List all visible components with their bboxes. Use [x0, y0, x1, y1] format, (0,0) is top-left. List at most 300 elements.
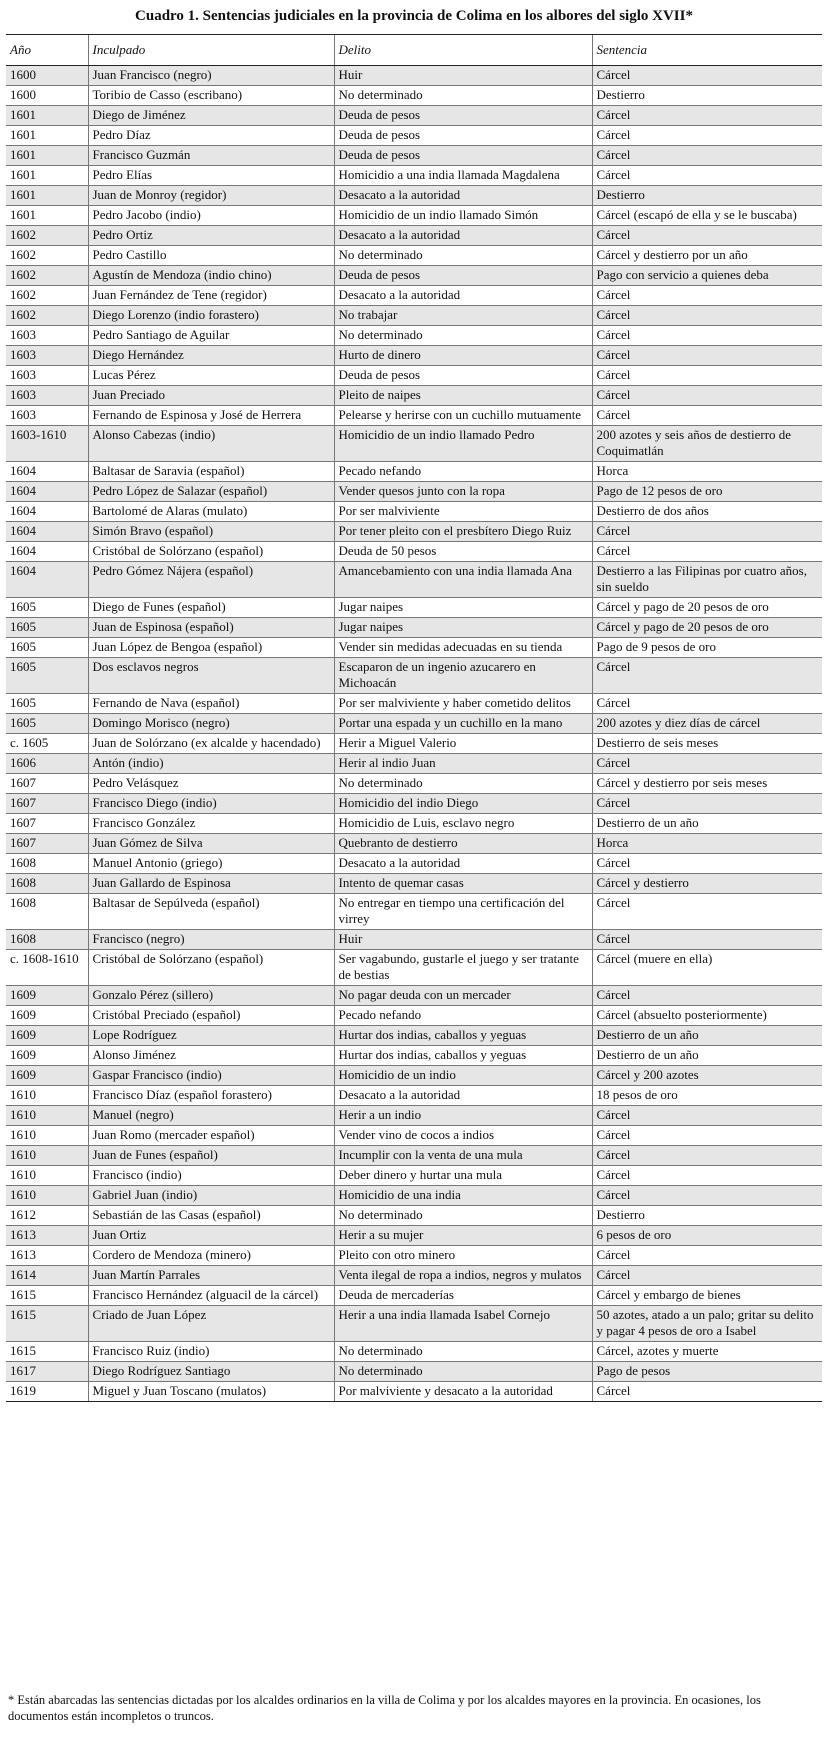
cell-accused: Pedro Castillo: [88, 246, 334, 266]
table-row: [6, 1026, 822, 1046]
cell-crime: Por tener pleito con el presbítero Diego Ruiz: [334, 522, 592, 542]
cell-crime: Desacato a la autoridad: [334, 854, 592, 874]
cell-crime: Herir al indio Juan: [334, 754, 592, 774]
sentences-table: [6, 34, 822, 1402]
cell-year: 1608: [6, 930, 88, 950]
cell-crime: Escaparon de un ingenio azucarero en Michoacán: [334, 658, 592, 694]
table-row: [6, 894, 822, 930]
cell-crime: Deuda de pesos: [334, 266, 592, 286]
cell-year: 1610: [6, 1106, 88, 1126]
cell-accused: Francisco Ruiz (indio): [88, 1342, 334, 1362]
cell-year: 1609: [6, 1006, 88, 1026]
table-row: [6, 1342, 822, 1362]
cell-sentence: 6 pesos de oro: [592, 1226, 822, 1246]
cell-sentence: 200 azotes y seis años de destierro de Coquimatlán: [592, 426, 822, 462]
cell-crime: Deber dinero y hurtar una mula: [334, 1166, 592, 1186]
cell-year: 1602: [6, 226, 88, 246]
cell-sentence: Cárcel: [592, 326, 822, 346]
cell-year: 1608: [6, 894, 88, 930]
table-row: [6, 502, 822, 522]
header-row: [6, 35, 822, 66]
cell-crime: Herir a un indio: [334, 1106, 592, 1126]
cell-crime: Herir a su mujer: [334, 1226, 592, 1246]
cell-year: 1605: [6, 618, 88, 638]
cell-sentence: Cárcel: [592, 794, 822, 814]
cell-accused: Juan López de Bengoa (español): [88, 638, 334, 658]
cell-accused: Fernando de Nava (español): [88, 694, 334, 714]
cell-crime: Desacato a la autoridad: [334, 1086, 592, 1106]
cell-accused: Alonso Jiménez: [88, 1046, 334, 1066]
cell-accused: Juan Francisco (negro): [88, 66, 334, 86]
cell-year: 1604: [6, 482, 88, 502]
cell-sentence: Pago con servicio a quienes deba: [592, 266, 822, 286]
cell-year: 1607: [6, 814, 88, 834]
cell-year: 1603: [6, 346, 88, 366]
cell-crime: Jugar naipes: [334, 598, 592, 618]
table-row: [6, 1086, 822, 1106]
cell-sentence: Destierro: [592, 186, 822, 206]
table-row: [6, 1146, 822, 1166]
cell-crime: Quebranto de destierro: [334, 834, 592, 854]
table-row: [6, 346, 822, 366]
cell-sentence: Cárcel: [592, 1382, 822, 1402]
table-row: [6, 658, 822, 694]
cell-crime: Homicidio de una india: [334, 1186, 592, 1206]
cell-accused: Miguel y Juan Toscano (mulatos): [88, 1382, 334, 1402]
cell-year: 1619: [6, 1382, 88, 1402]
cell-sentence: Cárcel y pago de 20 pesos de oro: [592, 618, 822, 638]
cell-year: 1610: [6, 1146, 88, 1166]
table-row: [6, 694, 822, 714]
cell-crime: Homicidio del indio Diego: [334, 794, 592, 814]
cell-year: 1614: [6, 1266, 88, 1286]
cell-year: 1605: [6, 638, 88, 658]
cell-crime: No entregar en tiempo una certificación del virrey: [334, 894, 592, 930]
cell-crime: Pleito con otro minero: [334, 1246, 592, 1266]
cell-sentence: Cárcel: [592, 66, 822, 86]
cell-sentence: Destierro de seis meses: [592, 734, 822, 754]
cell-sentence: Cárcel: [592, 930, 822, 950]
cell-accused: Francisco Guzmán: [88, 146, 334, 166]
table-row: [6, 618, 822, 638]
cell-crime: Herir a una india llamada Isabel Cornejo: [334, 1306, 592, 1342]
cell-accused: Diego Rodríguez Santiago: [88, 1362, 334, 1382]
cell-crime: Huir: [334, 66, 592, 86]
cell-crime: No determinado: [334, 326, 592, 346]
cell-accused: Dos esclavos negros: [88, 658, 334, 694]
cell-year: 1603: [6, 386, 88, 406]
table-row: [6, 774, 822, 794]
cell-accused: Domingo Morisco (negro): [88, 714, 334, 734]
cell-accused: Manuel Antonio (griego): [88, 854, 334, 874]
cell-year: 1605: [6, 714, 88, 734]
cell-year: 1615: [6, 1286, 88, 1306]
cell-year: 1600: [6, 66, 88, 86]
cell-crime: No determinado: [334, 1206, 592, 1226]
cell-accused: Baltasar de Sepúlveda (español): [88, 894, 334, 930]
cell-sentence: Cárcel: [592, 106, 822, 126]
cell-crime: Huir: [334, 930, 592, 950]
cell-sentence: Cárcel (absuelto posteriormente): [592, 1006, 822, 1026]
table-row: [6, 794, 822, 814]
table-row: [6, 266, 822, 286]
cell-sentence: Cárcel: [592, 542, 822, 562]
cell-year: c. 1605: [6, 734, 88, 754]
cell-crime: No pagar deuda con un mercader: [334, 986, 592, 1006]
table-row: [6, 754, 822, 774]
cell-year: 1602: [6, 266, 88, 286]
table-row: [6, 1066, 822, 1086]
cell-year: 1601: [6, 106, 88, 126]
cell-crime: Desacato a la autoridad: [334, 186, 592, 206]
cell-sentence: Cárcel: [592, 1126, 822, 1146]
cell-accused: Baltasar de Saravia (español): [88, 462, 334, 482]
cell-year: 1607: [6, 774, 88, 794]
cell-accused: Juan Gómez de Silva: [88, 834, 334, 854]
cell-year: 1604: [6, 562, 88, 598]
cell-accused: Pedro Elías: [88, 166, 334, 186]
cell-sentence: Cárcel: [592, 854, 822, 874]
cell-year: 1601: [6, 206, 88, 226]
cell-sentence: Cárcel: [592, 894, 822, 930]
cell-sentence: Destierro de un año: [592, 1026, 822, 1046]
cell-accused: Gonzalo Pérez (sillero): [88, 986, 334, 1006]
cell-accused: Cristóbal de Solórzano (español): [88, 950, 334, 986]
table-row: [6, 874, 822, 894]
table-row: [6, 1226, 822, 1246]
cell-accused: Pedro Santiago de Aguilar: [88, 326, 334, 346]
cell-year: 1602: [6, 306, 88, 326]
cell-sentence: Horca: [592, 834, 822, 854]
cell-sentence: 50 azotes, atado a un palo; gritar su delito y pagar 4 pesos de oro a Isabel: [592, 1306, 822, 1342]
cell-accused: Juan Romo (mercader español): [88, 1126, 334, 1146]
cell-year: 1608: [6, 854, 88, 874]
cell-crime: No determinado: [334, 1362, 592, 1382]
cell-year: 1603: [6, 326, 88, 346]
cell-sentence: Cárcel: [592, 406, 822, 426]
table-row: [6, 542, 822, 562]
cell-crime: Por ser malviviente: [334, 502, 592, 522]
cell-accused: Juan de Funes (español): [88, 1146, 334, 1166]
cell-crime: Hurtar dos indias, caballos y yeguas: [334, 1046, 592, 1066]
table-row: [6, 106, 822, 126]
cell-crime: Desacato a la autoridad: [334, 286, 592, 306]
table-row: [6, 522, 822, 542]
table-row: [6, 286, 822, 306]
cell-crime: Ser vagabundo, gustarle el juego y ser tratante de bestias: [334, 950, 592, 986]
cell-sentence: Cárcel y pago de 20 pesos de oro: [592, 598, 822, 618]
cell-accused: Gaspar Francisco (indio): [88, 1066, 334, 1086]
table-title: Cuadro 1. Sentencias judiciales en la provincia de Colima en los albores del siglo XVII*: [135, 8, 693, 24]
cell-crime: Pleito de naipes: [334, 386, 592, 406]
cell-sentence: Cárcel: [592, 1246, 822, 1266]
cell-crime: Homicidio a una india llamada Magdalena: [334, 166, 592, 186]
cell-accused: Manuel (negro): [88, 1106, 334, 1126]
cell-accused: Cristóbal de Solórzano (español): [88, 542, 334, 562]
cell-year: 1613: [6, 1246, 88, 1266]
cell-year: 1613: [6, 1226, 88, 1246]
table-row: [6, 426, 822, 462]
cell-accused: Bartolomé de Alaras (mulato): [88, 502, 334, 522]
table-row: [6, 1186, 822, 1206]
cell-accused: Francisco (indio): [88, 1166, 334, 1186]
cell-year: 1607: [6, 794, 88, 814]
cell-crime: Deuda de pesos: [334, 146, 592, 166]
cell-sentence: Destierro a las Filipinas por cuatro años, sin sueldo: [592, 562, 822, 598]
cell-year: 1607: [6, 834, 88, 854]
cell-accused: Francisco Díaz (español forastero): [88, 1086, 334, 1106]
cell-sentence: Pago de 12 pesos de oro: [592, 482, 822, 502]
cell-year: 1601: [6, 166, 88, 186]
cell-accused: Juan Fernández de Tene (regidor): [88, 286, 334, 306]
cell-crime: Vender vino de cocos a indios: [334, 1126, 592, 1146]
cell-sentence: Cárcel (escapó de ella y se le buscaba): [592, 206, 822, 226]
table-row: [6, 1046, 822, 1066]
cell-sentence: Pago de pesos: [592, 1362, 822, 1382]
table-row: [6, 66, 822, 86]
cell-year: 1605: [6, 598, 88, 618]
cell-sentence: Cárcel: [592, 306, 822, 326]
cell-accused: Juan de Monroy (regidor): [88, 186, 334, 206]
table-row: [6, 1106, 822, 1126]
cell-accused: Juan Martín Parrales: [88, 1266, 334, 1286]
cell-accused: Alonso Cabezas (indio): [88, 426, 334, 462]
table-row: [6, 462, 822, 482]
table-row: [6, 1246, 822, 1266]
cell-sentence: Destierro de un año: [592, 1046, 822, 1066]
cell-year: c. 1608-1610: [6, 950, 88, 986]
cell-accused: Francisco González: [88, 814, 334, 834]
cell-year: 1603: [6, 366, 88, 386]
cell-year: 1602: [6, 286, 88, 306]
cell-accused: Francisco (negro): [88, 930, 334, 950]
cell-sentence: Cárcel: [592, 522, 822, 542]
cell-year: 1604: [6, 502, 88, 522]
cell-accused: Juan de Espinosa (español): [88, 618, 334, 638]
cell-year: 1610: [6, 1186, 88, 1206]
cell-crime: No determinado: [334, 1342, 592, 1362]
table-row: [6, 1006, 822, 1026]
table-row: [6, 86, 822, 106]
cell-sentence: Cárcel y embargo de bienes: [592, 1286, 822, 1306]
cell-sentence: Cárcel (muere en ella): [592, 950, 822, 986]
cell-crime: Vender quesos junto con la ropa: [334, 482, 592, 502]
cell-sentence: Cárcel: [592, 386, 822, 406]
cell-accused: Diego Hernández: [88, 346, 334, 366]
table-row: [6, 126, 822, 146]
table-row: [6, 638, 822, 658]
table-row: [6, 386, 822, 406]
table-row: [6, 406, 822, 426]
column-header-accused: Inculpado: [88, 35, 334, 66]
column-header-sentence: Sentencia: [592, 35, 822, 66]
table-row: [6, 186, 822, 206]
cell-sentence: Cárcel: [592, 1266, 822, 1286]
cell-sentence: Cárcel y 200 azotes: [592, 1066, 822, 1086]
cell-sentence: Cárcel, azotes y muerte: [592, 1342, 822, 1362]
cell-accused: Lucas Pérez: [88, 366, 334, 386]
cell-crime: Venta ilegal de ropa a indios, negros y mulatos: [334, 1266, 592, 1286]
table-row: [6, 714, 822, 734]
table-row: [6, 814, 822, 834]
cell-crime: Pecado nefando: [334, 1006, 592, 1026]
cell-accused: Simón Bravo (español): [88, 522, 334, 542]
cell-year: 1610: [6, 1126, 88, 1146]
cell-crime: Jugar naipes: [334, 618, 592, 638]
cell-crime: Homicidio de un indio llamado Simón: [334, 206, 592, 226]
cell-sentence: Horca: [592, 462, 822, 482]
cell-year: 1604: [6, 542, 88, 562]
cell-year: 1609: [6, 1026, 88, 1046]
cell-sentence: Cárcel: [592, 1106, 822, 1126]
table-row: [6, 950, 822, 986]
table-row: [6, 1206, 822, 1226]
table-row: [6, 854, 822, 874]
footnote: * Están abarcadas las sentencias dictadas por los alcaldes ordinarios en la villa de Colima y por los alcaldes mayores en la provincia. En ocasiones, los documentos están incompletos o truncos.: [8, 1693, 761, 1723]
cell-accused: Juan Gallardo de Espinosa: [88, 874, 334, 894]
cell-year: 1605: [6, 658, 88, 694]
cell-year: 1601: [6, 186, 88, 206]
column-header-crime: Delito: [334, 35, 592, 66]
cell-accused: Cordero de Mendoza (minero): [88, 1246, 334, 1266]
table-row: [6, 1266, 822, 1286]
cell-sentence: Cárcel: [592, 986, 822, 1006]
table-row: [6, 166, 822, 186]
cell-crime: Por ser malviviente y haber cometido delitos: [334, 694, 592, 714]
cell-crime: Homicidio de un indio: [334, 1066, 592, 1086]
cell-year: 1603-1610: [6, 426, 88, 462]
table-row: [6, 1306, 822, 1342]
cell-sentence: Cárcel: [592, 366, 822, 386]
cell-sentence: Cárcel y destierro por seis meses: [592, 774, 822, 794]
table-body: [6, 66, 822, 1402]
cell-sentence: 200 azotes y diez días de cárcel: [592, 714, 822, 734]
cell-crime: Hurto de dinero: [334, 346, 592, 366]
cell-year: 1604: [6, 462, 88, 482]
cell-sentence: Cárcel: [592, 286, 822, 306]
cell-sentence: Destierro: [592, 1206, 822, 1226]
table-row: [6, 598, 822, 618]
cell-crime: Herir a Miguel Valerio: [334, 734, 592, 754]
cell-crime: Homicidio de un indio llamado Pedro: [334, 426, 592, 462]
cell-year: 1608: [6, 874, 88, 894]
cell-accused: Antón (indio): [88, 754, 334, 774]
table-row: [6, 1362, 822, 1382]
cell-sentence: Cárcel: [592, 346, 822, 366]
table-row: [6, 246, 822, 266]
cell-crime: Vender sin medidas adecuadas en su tienda: [334, 638, 592, 658]
cell-year: 1601: [6, 126, 88, 146]
cell-sentence: Pago de 9 pesos de oro: [592, 638, 822, 658]
cell-crime: Intento de quemar casas: [334, 874, 592, 894]
cell-crime: Pecado nefando: [334, 462, 592, 482]
cell-accused: Pedro Gómez Nájera (español): [88, 562, 334, 598]
cell-year: 1610: [6, 1086, 88, 1106]
table-row: [6, 1166, 822, 1186]
cell-sentence: Cárcel: [592, 658, 822, 694]
cell-sentence: Cárcel: [592, 1186, 822, 1206]
cell-accused: Juan Preciado: [88, 386, 334, 406]
cell-year: 1600: [6, 86, 88, 106]
table-row: [6, 1382, 822, 1402]
table-row: [6, 146, 822, 166]
cell-sentence: Cárcel: [592, 226, 822, 246]
table-row: [6, 482, 822, 502]
cell-accused: Diego Lorenzo (indio forastero): [88, 306, 334, 326]
cell-sentence: Destierro: [592, 86, 822, 106]
cell-year: 1615: [6, 1342, 88, 1362]
cell-crime: Deuda de pesos: [334, 366, 592, 386]
table-row: [6, 562, 822, 598]
table-row: [6, 226, 822, 246]
cell-accused: Francisco Hernández (alguacil de la cárcel): [88, 1286, 334, 1306]
cell-accused: Sebastián de las Casas (español): [88, 1206, 334, 1226]
cell-year: 1615: [6, 1306, 88, 1342]
cell-crime: Hurtar dos indias, caballos y yeguas: [334, 1026, 592, 1046]
cell-accused: Criado de Juan López: [88, 1306, 334, 1342]
cell-year: 1612: [6, 1206, 88, 1226]
column-header-year: Año: [6, 35, 88, 66]
cell-accused: Gabriel Juan (indio): [88, 1186, 334, 1206]
cell-crime: No determinado: [334, 774, 592, 794]
cell-accused: Toribio de Casso (escribano): [88, 86, 334, 106]
cell-crime: Amancebamiento con una india llamada Ana: [334, 562, 592, 598]
cell-sentence: Cárcel: [592, 694, 822, 714]
cell-sentence: Cárcel y destierro por un año: [592, 246, 822, 266]
cell-crime: Portar una espada y un cuchillo en la mano: [334, 714, 592, 734]
cell-accused: Juan Ortiz: [88, 1226, 334, 1246]
cell-sentence: Cárcel y destierro: [592, 874, 822, 894]
cell-year: 1604: [6, 522, 88, 542]
cell-year: 1605: [6, 694, 88, 714]
cell-accused: Pedro Díaz: [88, 126, 334, 146]
cell-accused: Lope Rodríguez: [88, 1026, 334, 1046]
table-row: [6, 986, 822, 1006]
cell-year: 1606: [6, 754, 88, 774]
cell-accused: Pedro Velásquez: [88, 774, 334, 794]
cell-year: 1617: [6, 1362, 88, 1382]
cell-accused: Diego de Funes (español): [88, 598, 334, 618]
cell-crime: Pelearse y herirse con un cuchillo mutuamente: [334, 406, 592, 426]
cell-crime: Deuda de pesos: [334, 106, 592, 126]
cell-year: 1609: [6, 1046, 88, 1066]
table-row: [6, 306, 822, 326]
cell-sentence: Cárcel: [592, 754, 822, 774]
table-row: [6, 206, 822, 226]
cell-accused: Francisco Diego (indio): [88, 794, 334, 814]
table-row: [6, 366, 822, 386]
table-row: [6, 734, 822, 754]
cell-year: 1603: [6, 406, 88, 426]
table-row: [6, 930, 822, 950]
cell-crime: Incumplir con la venta de una mula: [334, 1146, 592, 1166]
cell-year: 1609: [6, 986, 88, 1006]
cell-sentence: Destierro de dos años: [592, 502, 822, 522]
cell-accused: Pedro López de Salazar (español): [88, 482, 334, 502]
cell-sentence: Cárcel: [592, 1146, 822, 1166]
cell-accused: Diego de Jiménez: [88, 106, 334, 126]
cell-crime: No trabajar: [334, 306, 592, 326]
cell-accused: Fernando de Espinosa y José de Herrera: [88, 406, 334, 426]
cell-crime: Deuda de 50 pesos: [334, 542, 592, 562]
cell-crime: Deuda de mercaderías: [334, 1286, 592, 1306]
table-row: [6, 1286, 822, 1306]
table-row: [6, 326, 822, 346]
cell-crime: No determinado: [334, 86, 592, 106]
cell-accused: Agustín de Mendoza (indio chino): [88, 266, 334, 286]
table-row: [6, 834, 822, 854]
cell-crime: Por malviviente y desacato a la autoridad: [334, 1382, 592, 1402]
